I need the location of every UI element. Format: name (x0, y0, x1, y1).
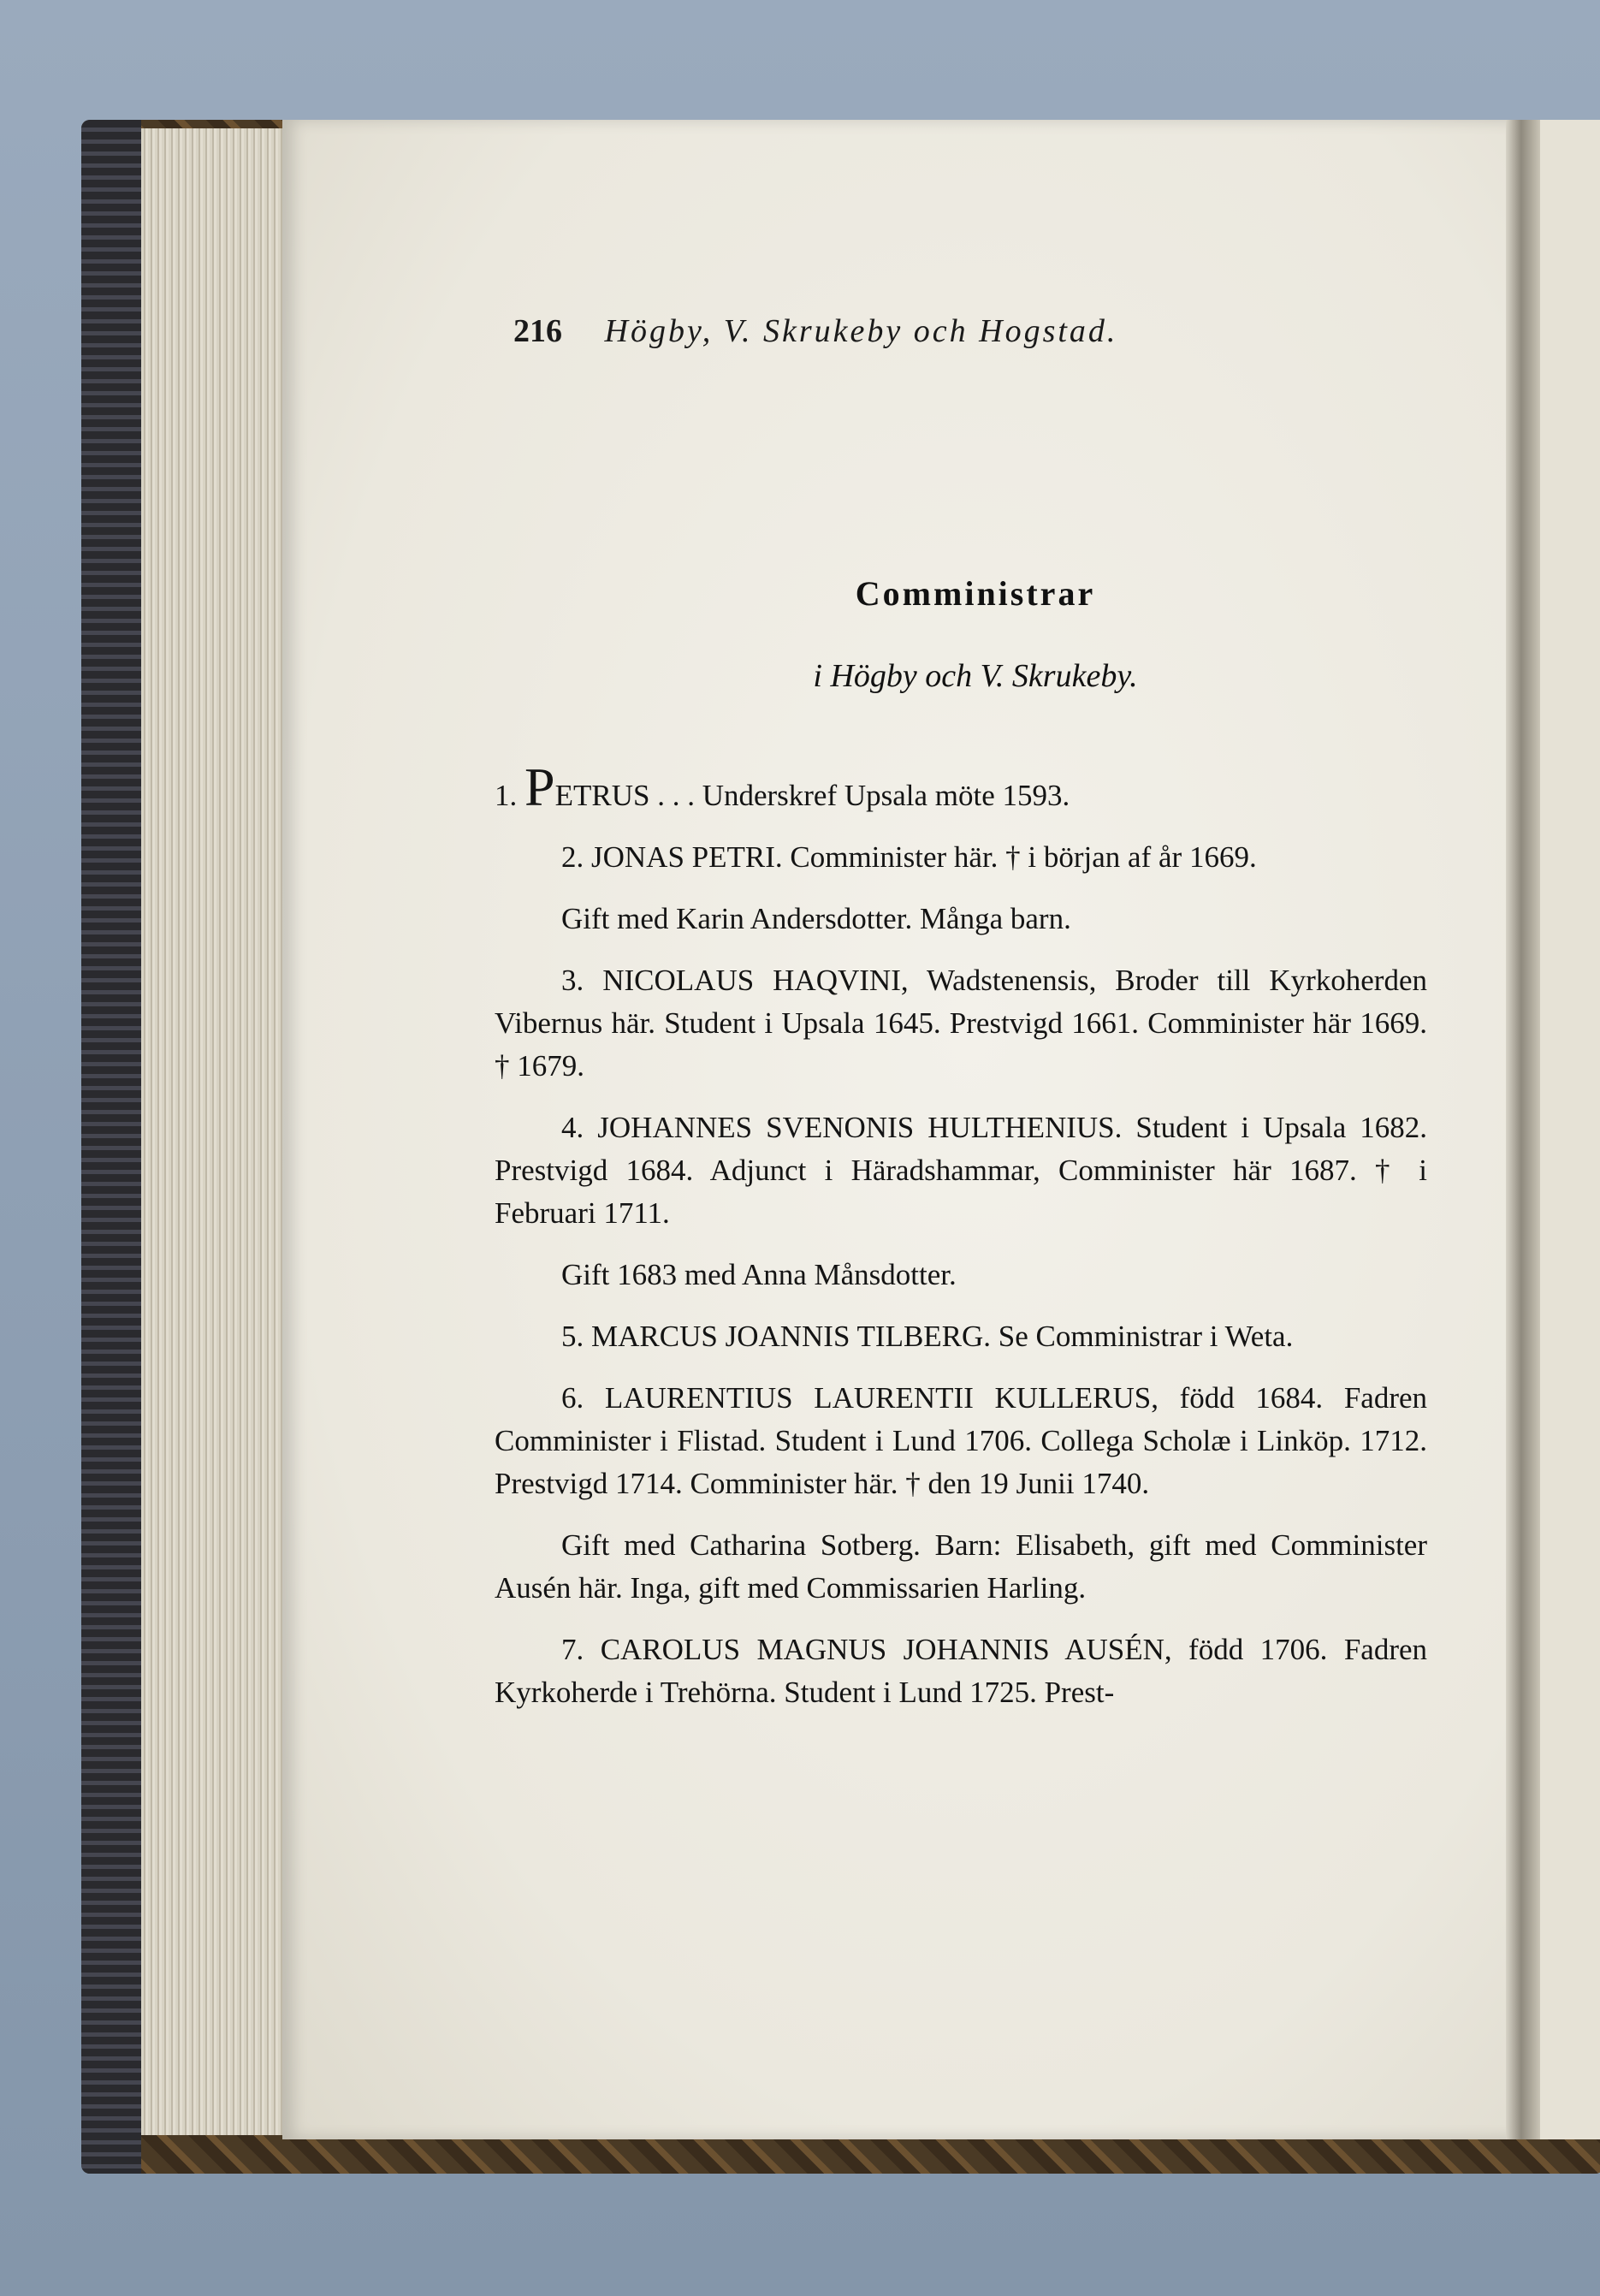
entry-2: 2. JONAS PETRI. Comminister här. † i början af år 1669. (561, 840, 1257, 874)
section-title: Comministrar (855, 574, 1096, 613)
book-spine (81, 120, 141, 2174)
entry-1: 1. PETRUS . . . Underskref Upsala möte 1593. (495, 756, 1070, 817)
page-edges (141, 128, 287, 2135)
entry-4-note: Gift 1683 med Anna Månsdotter. (561, 1258, 957, 1291)
entry-7: 7. CAROLUS MAGNUS JOHANNIS AUSÉN, född 1706. Fadren Kyrkoherde i Trehörna. Student i Lund 1725. Prest- (495, 1633, 1428, 1709)
section-subtitle: i Högby och V. Skrukeby. (813, 658, 1138, 694)
running-head (513, 312, 1117, 350)
facing-page-edge (1540, 120, 1600, 2139)
entry-6-note: Gift med Catharina Sotberg. Barn: Elisabeth, gift med Comminister Ausén här. Inga, gift med Commissarien Harling. (495, 1528, 1427, 1605)
show-through-text (513, 385, 1437, 563)
page-gutter (1506, 120, 1540, 2139)
running-title: Högby, V. Skrukeby och Hogstad. (604, 313, 1118, 349)
entry-3: 3. NICOLAUS HAQVINI, Wadstenensis, Broder till Kyrkoherden Vibernus här. Student i Upsala 1645. Prestvigd 1661. Comminister här 1669. † 1679. (495, 964, 1427, 1083)
body-text (495, 756, 1428, 1733)
page-number: 216 (513, 313, 562, 349)
drop-initial: P (524, 756, 555, 817)
entry-6: 6. LAURENTIUS LAURENTII KULLERUS, född 1684. Fadren Comminister i Flistad. Student i Lund 1706. Collega Scholæ i Linköp. 1712. Prestvigd 1714. Comminister här. † den 19 Junii 1740. (495, 1381, 1428, 1500)
entry-5: 5. MARCUS JOANNIS TILBERG. Se Comministrar i Weta. (561, 1320, 1294, 1353)
entry-2-note: Gift med Karin Andersdotter. Många barn. (561, 902, 1071, 935)
entry-4: 4. JOHANNES SVENONIS HULTHENIUS. Student i Upsala 1682. Prestvigd 1684. Adjunct i Häradshammar, Comminister här 1687. † i Februari 1711. (495, 1111, 1428, 1230)
